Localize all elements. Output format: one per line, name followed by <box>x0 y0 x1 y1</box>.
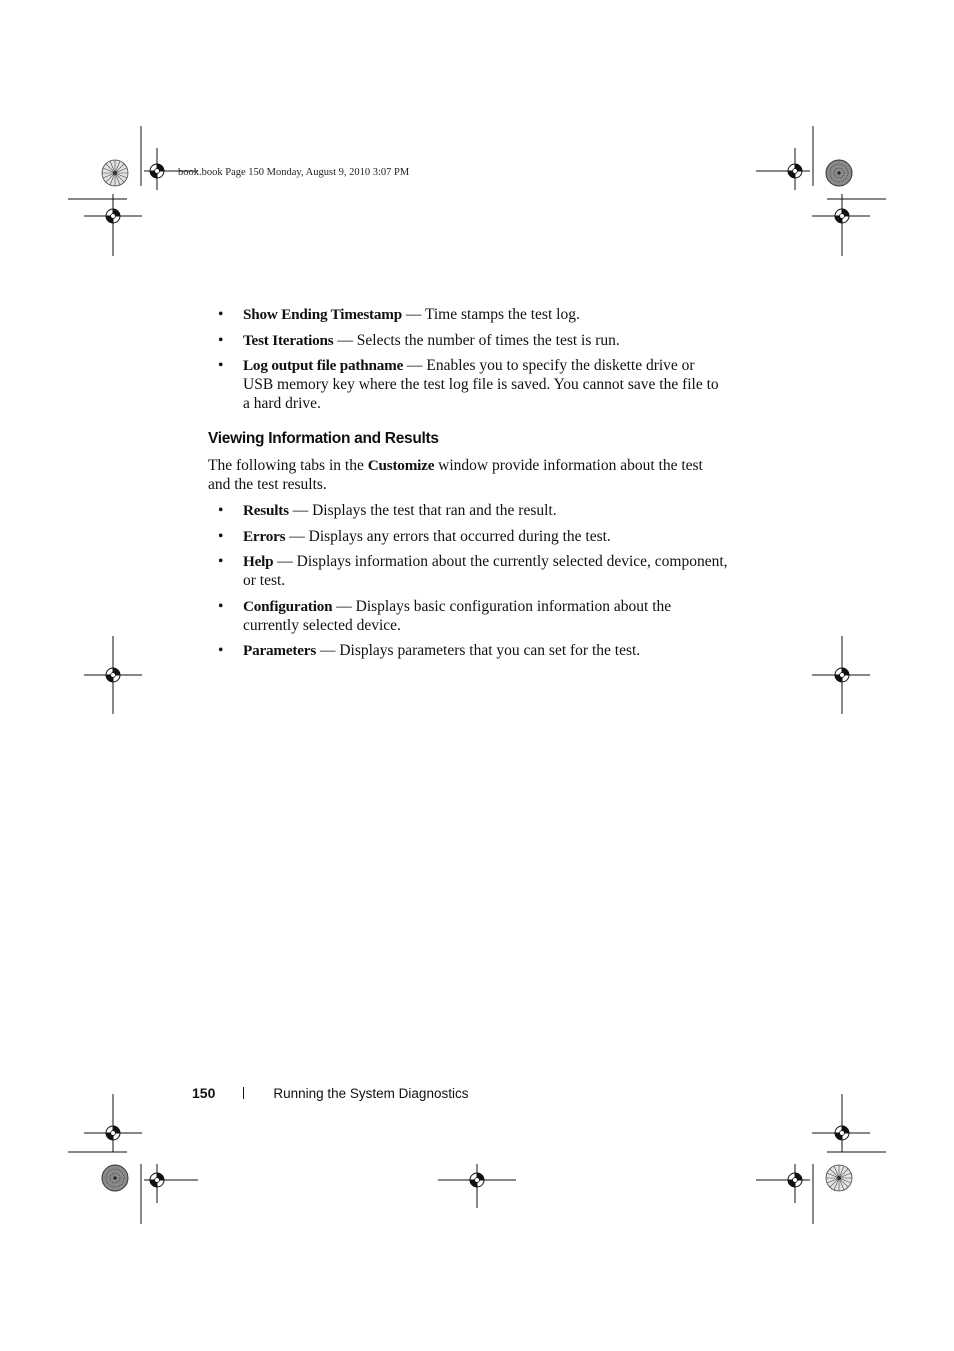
section-heading: Viewing Information and Results <box>208 430 439 447</box>
option-list <box>208 305 728 413</box>
item-description: — Selects the number of times the test is run. <box>333 331 620 349</box>
list-item <box>208 305 728 324</box>
intro-paragraph <box>208 456 728 494</box>
item-description: — Time stamps the test log. <box>401 306 580 323</box>
list-item <box>208 552 728 590</box>
item-term: Errors <box>243 527 286 545</box>
list-item <box>208 597 728 635</box>
item-description: — Displays the test that ran and the result. <box>288 502 557 519</box>
item-term: Parameters <box>243 642 317 659</box>
page-footer <box>192 1085 468 1101</box>
list-item <box>208 356 728 413</box>
print-slug: book.book Page 150 Monday, August 9, 2010 3:07 PM <box>178 167 410 178</box>
item-description: — Displays parameters that you can set for the test. <box>316 642 641 659</box>
paragraph-text: window provide information about the test and the test results. <box>208 457 703 493</box>
item-description: — Enables you to specify the diskette drive or USB memory key where the test log file is saved. You cannot save the file to a hard drive. <box>243 357 719 412</box>
chapter-title: Running the System Diagnostics <box>273 1086 469 1101</box>
item-term: Results <box>243 502 289 519</box>
list-item <box>208 331 728 350</box>
item-description: — Displays any errors that occurred during the test. <box>285 527 611 545</box>
footer-separator <box>243 1087 244 1099</box>
paragraph-emphasis: Customize <box>367 457 435 474</box>
item-term: Configuration <box>243 597 333 615</box>
list-item <box>208 527 728 546</box>
item-term: Log output file pathname <box>243 357 404 374</box>
list-item <box>208 641 728 660</box>
tab-description-list <box>208 501 728 660</box>
item-term: Help <box>243 553 274 570</box>
paragraph-text: The following tabs in the <box>208 457 368 474</box>
list-item <box>208 501 728 520</box>
item-description: — Displays information about the currently selected device, component, or test. <box>243 553 728 589</box>
page-content <box>208 305 728 667</box>
page-number: 150 <box>192 1085 216 1101</box>
item-term: Test Iterations <box>243 331 334 349</box>
item-description: — Displays basic configuration information about the currently selected device. <box>243 597 672 634</box>
item-term: Show Ending Timestamp <box>243 306 402 323</box>
